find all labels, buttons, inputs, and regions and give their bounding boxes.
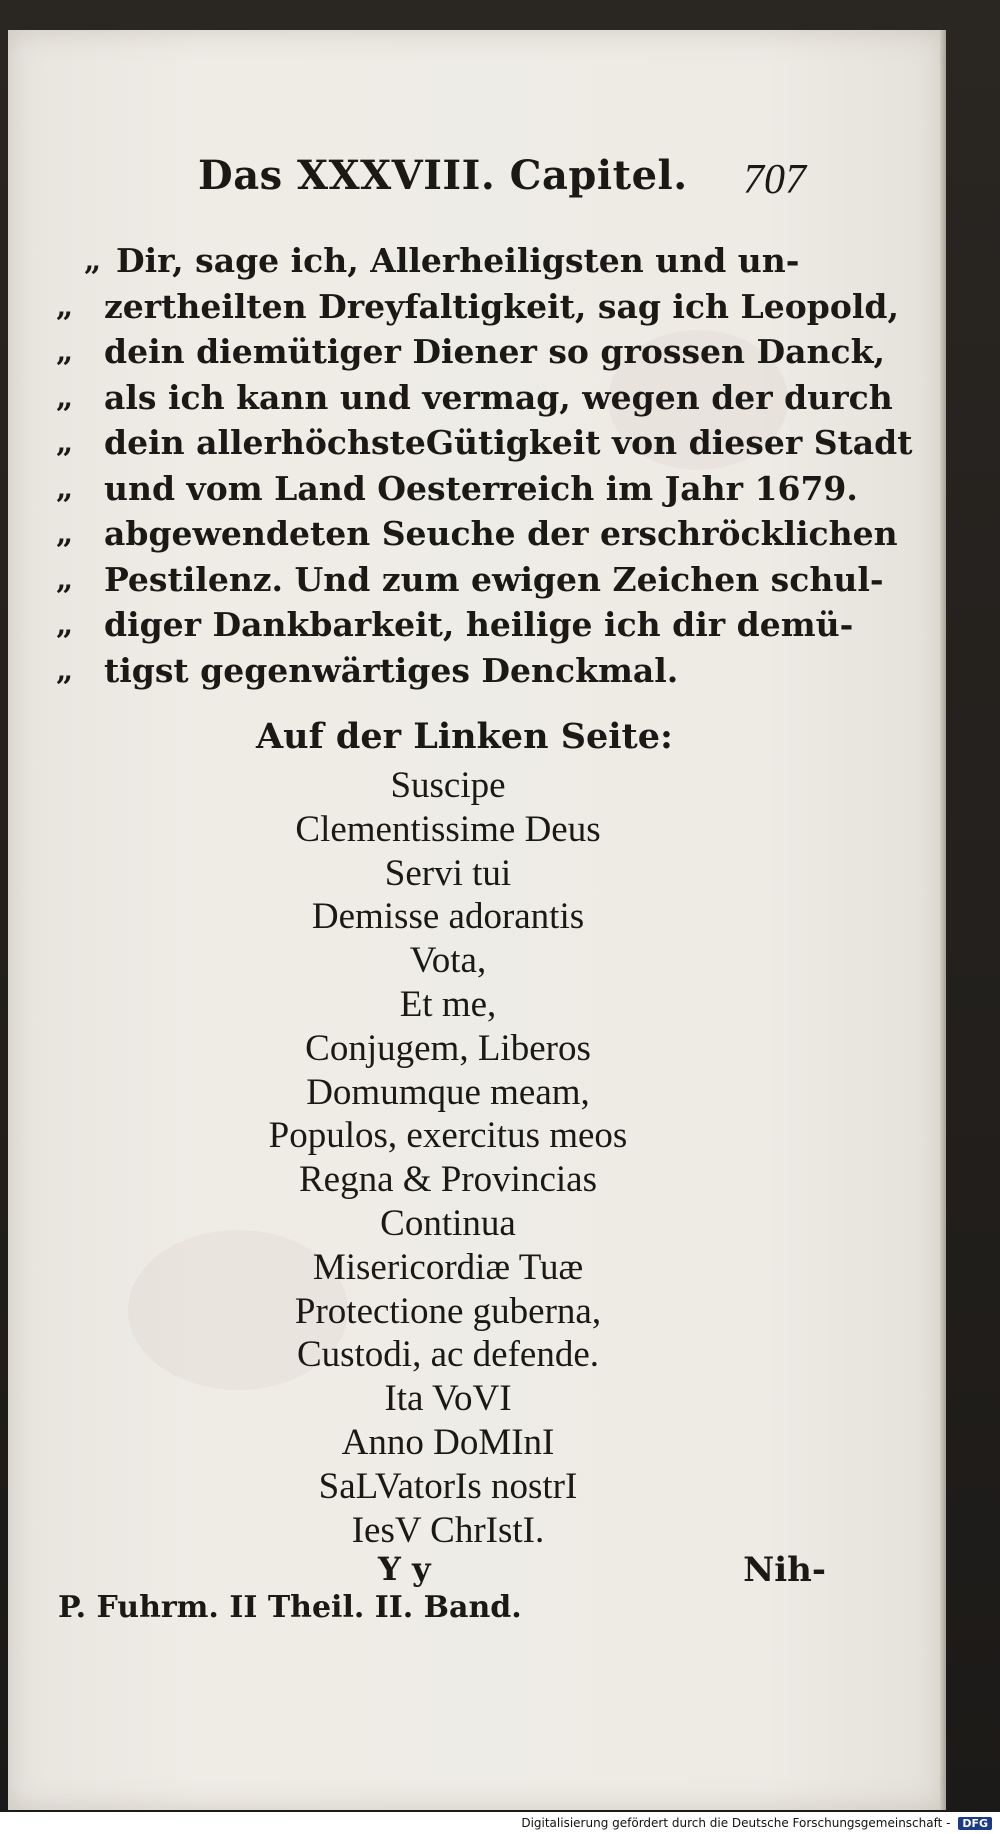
quote-line	[56, 557, 884, 603]
quote-mark: „	[56, 516, 74, 551]
quote-line-text: Dir, sage ich, Allerheiligsten und un-	[116, 241, 800, 280]
quote-line-text: als ich kann und vermag, wegen der durch	[104, 377, 893, 417]
quote-mark: „	[56, 561, 74, 597]
quote-line	[56, 466, 856, 512]
inscription-line: Regna & Provincias	[298, 1159, 597, 1201]
quote-line	[56, 329, 885, 375]
quote-mark: „	[56, 334, 74, 369]
running-head	[198, 152, 806, 212]
quote-mark: „	[84, 243, 102, 278]
inscription-line: Populos, exercitus meos	[268, 1115, 628, 1157]
footer-signature: P. Fuhrm. II Theil. II. Band.	[58, 1590, 522, 1625]
chapter-title: Das XXXVIII. Capitel.	[198, 152, 688, 199]
inscription-line: Servi tui	[384, 852, 512, 894]
quote-line	[56, 238, 856, 284]
quote-line	[56, 602, 856, 648]
inscription-line: Et me,	[399, 983, 497, 1025]
inscription-line: Misericordiæ Tuæ	[312, 1246, 584, 1288]
inscription-line: Suscipe	[390, 765, 506, 806]
signature-mark: Y y	[378, 1550, 431, 1588]
inscription-line: IesV ChrIstI.	[351, 1509, 545, 1551]
credit-text: Digitalisierung gefördert durch die Deutsche Forschungsgemeinschaft -	[521, 1816, 951, 1830]
inscription-line: Demisse adorantis	[311, 896, 585, 938]
quote-line-text: dein allerhöchsteGütigkeit von dieser Stadt	[104, 423, 913, 462]
quote-line	[56, 511, 898, 557]
quote-mark: „	[56, 425, 74, 460]
inscription-line: Conjugem, Liberos	[305, 1027, 591, 1069]
quote-line-text: Pestilenz. Und zum ewigen Zeichen schul-	[104, 559, 884, 599]
quote-line	[56, 284, 899, 330]
dfg-logo-icon: DFG	[958, 1817, 992, 1830]
quote-mark: „	[56, 288, 74, 324]
latin-inscription	[188, 764, 708, 1552]
quoted-dedication	[56, 238, 913, 693]
quote-mark: „	[56, 379, 74, 415]
inscription-line: Ita VoVI	[384, 1378, 512, 1420]
book-page	[8, 30, 946, 1810]
inscription-line: SaLVatorIs nostrI	[318, 1465, 578, 1507]
quote-mark: „	[56, 607, 74, 642]
quote-line-text: tigst gegenwärtiges Denckmal.	[104, 650, 679, 690]
inscription-line: Vota,	[409, 940, 487, 982]
inscription-line: Continua	[380, 1202, 516, 1244]
section-heading-text: Auf der Linken Seite:	[256, 716, 673, 757]
credit-line	[521, 1816, 992, 1830]
quote-line-text: dein diemütiger Diener so grossen Danck,	[104, 332, 885, 371]
page-edge	[940, 30, 946, 1810]
quote-line	[56, 375, 893, 421]
credit-strip	[0, 1812, 1000, 1834]
quote-mark: „	[56, 470, 74, 506]
quote-line-text: und vom Land Oesterreich im Jahr 1679.	[104, 468, 858, 508]
quote-line	[56, 420, 913, 466]
catchword: Nih-	[743, 1550, 826, 1590]
inscription-line: Anno DoMInI	[341, 1421, 555, 1463]
inscription-line: Domumque meam,	[306, 1071, 590, 1113]
quote-line	[56, 648, 856, 694]
quote-line-text: diger Dankbarkeit, heilige ich dir demü-	[104, 605, 854, 644]
page-number: 707	[743, 157, 806, 203]
inscription-line: Protectione guberna,	[294, 1290, 602, 1332]
inscription-line: Clementissime Deus	[295, 808, 601, 850]
inscription-line: Custodi, ac defende.	[296, 1334, 600, 1376]
quote-line-text: zertheilten Dreyfaltigkeit, sag ich Leopold,	[104, 286, 899, 326]
quote-mark: „	[56, 652, 74, 688]
quote-line-text: abgewendeten Seuche der erschröcklichen	[104, 514, 898, 553]
